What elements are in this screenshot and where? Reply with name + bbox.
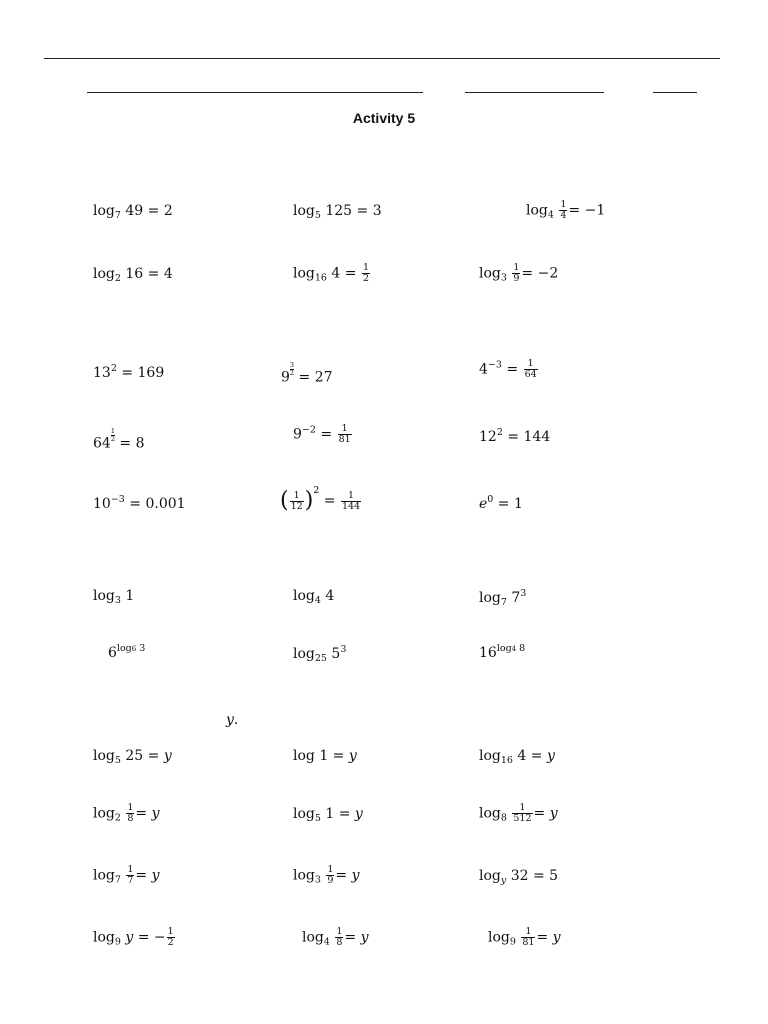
exercise-33: $\log_9$ $\frac{1}{81}$ = y	[488, 926, 561, 948]
exercise-17: $\log_4 4$	[293, 588, 335, 606]
exercise-2: $\log_5 125 = 3$	[293, 203, 382, 221]
exercise-18: $\log_7 7^3$	[479, 588, 527, 608]
exercise-26: $\log_5 1 = y$	[293, 806, 363, 824]
exercise-32: $\log_4$ $\frac{1}{8}$ = y	[302, 926, 369, 948]
exercise-30: $\log_y 32 = 5$	[479, 868, 559, 886]
header-rule	[44, 58, 720, 59]
exercise-22: $\log_5 25 = y$	[93, 748, 172, 766]
exercise-27: $\log_8$ $\frac{1}{512}$ = y	[479, 802, 558, 824]
exercise-7: $13^2 = 169$	[93, 363, 165, 381]
exercise-6: $\log_3$ $\frac{1}{9}$ = −2	[479, 262, 559, 284]
exercise-28: $\log_7$ $\frac{1}{7}$ = y	[93, 864, 160, 886]
date-blank	[465, 92, 604, 93]
exercise-31: $\log_9 y$ = − $\frac{1}{2}$	[93, 926, 174, 948]
exercise-23: log 1 = y	[293, 748, 357, 764]
exercise-15: $e^0 = 1$	[479, 494, 523, 512]
page-title: Activity 5	[352, 110, 416, 126]
exercise-10: 64 $\frac{1}{2}$ = 8	[93, 427, 145, 452]
exercise-20: $\log_{25} 5^3$	[293, 644, 347, 664]
exercise-21: $16^{log4 8}$	[479, 643, 526, 661]
exercise-11: $9^{-2}$ = $\frac{1}{81}$	[293, 423, 351, 445]
exercise-8: 9 $\frac{3}{2}$ = 27	[281, 361, 333, 386]
period-blank	[653, 92, 697, 93]
name-blank	[87, 92, 423, 93]
exercise-25: $\log_2$ $\frac{1}{8}$ = y	[93, 802, 160, 824]
exercise-5: $\log_{16} 4$ = $\frac{1}{2}$	[293, 262, 370, 284]
exercise-4: $\log_2 16 = 4$	[93, 266, 173, 284]
exercise-24: $\log_{16} 4 = y$	[479, 748, 555, 766]
exercise-12: $12^2 = 144$	[479, 427, 551, 445]
exercise-13: $10^{-3} = 0.001$	[93, 494, 186, 512]
section-4-instruction-tail: y.	[226, 712, 239, 728]
exercise-3: $\log_4$ $\frac{1}{4}$ = −1	[526, 199, 606, 221]
exercise-29: $\log_3$ $\frac{1}{9}$ = y	[293, 864, 360, 886]
exercise-16: $\log_3 1$	[93, 588, 135, 606]
exercise-1: $\log_7 49 = 2$	[93, 203, 173, 221]
exercise-19: $6^{log6 3}$	[108, 643, 146, 661]
exercise-14: ( $\frac{1}{12}$ )$^2$ = $\frac{1}{144}$	[280, 485, 361, 513]
exercise-9: $4^{-3}$ = $\frac{1}{64}$	[479, 358, 537, 380]
